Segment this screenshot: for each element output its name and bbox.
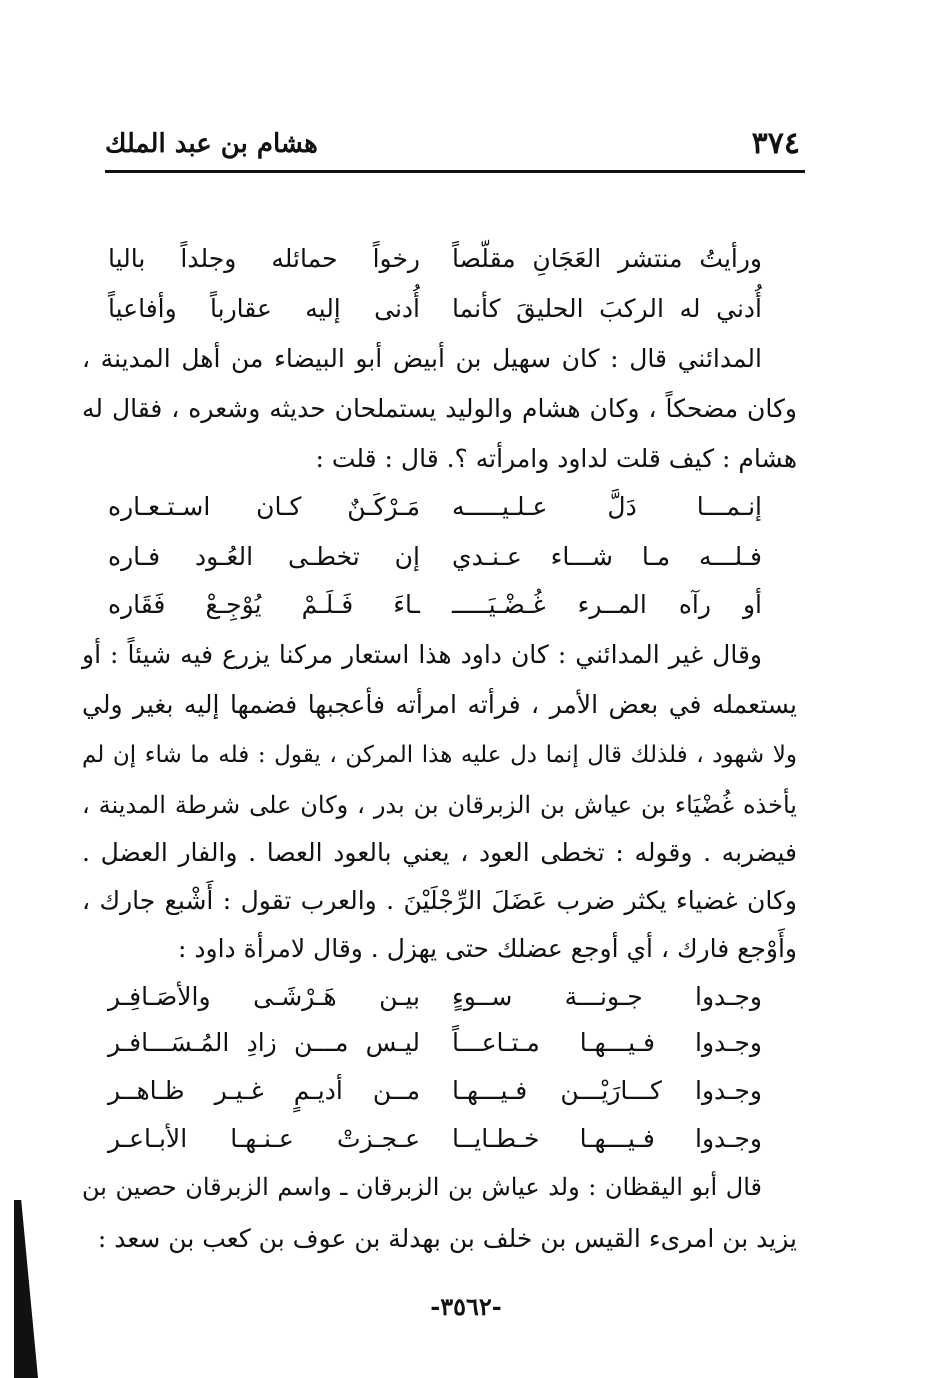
verse-hemistich-right: فـلـــه مـا شـــاء عـنـدي [452, 542, 762, 571]
verse-hemistich-left: مَـرْكَـنٌ كـان اسـتـعـاره [108, 492, 420, 521]
page-number-top: ٣٧٤ [751, 126, 800, 161]
prose-line: المدائني قال : كان سهيل بن أبيض أبو البيضاء من أهل المدينة ، [82, 344, 762, 373]
verse-hemistich-left: بيـن هَـرْشَـى والأصَـافِـر [108, 982, 420, 1011]
verse-hemistich-left: ليـس مـــن زادِ المُـسَـــافـر [108, 1028, 420, 1057]
verse-hemistich-left: مــن أديـمٍ غـيـر ظـاهــر [108, 1076, 420, 1105]
verse-hemistich-right: وجـدوا فـيـــهـا خـطـايــا [452, 1124, 762, 1153]
prose-line: يستعمله في بعض الأمر ، فرأته امرأته فأعجبها فضمها إليه بغير ولي [82, 690, 798, 719]
prose-line: وقال غير المدائني : كان داود هذا استعار مركنا يزرع فيه شيئاً : أو [82, 640, 762, 669]
running-header [105, 122, 800, 166]
running-title: هشام بن عبد الملك [105, 129, 318, 159]
header-rule [105, 170, 805, 173]
page-number-bottom: -٣٥٦٢- [430, 1292, 502, 1321]
verse-hemistich-left: رخواً حمائله وجلداً باليا [108, 244, 420, 273]
verse-hemistich-right: وجـدوا كـــارَيْـــن فـيـــهـا [452, 1076, 762, 1105]
prose-line: وأَوْجع فارك ، أي أوجع عضلك حتى يهزل . وقال لامرأة داود : [178, 934, 797, 963]
verse-hemistich-left: إن تخطـى العُـود فـاره [108, 542, 420, 571]
prose-line: يزيد بن امرىء القيس بن خلف بن بهدلة بن عوف بن كعب بن سعد : [97, 1224, 797, 1253]
prose-line: وكان مضحكاً ، وكان هشام والوليد يستملحان حديثه وشعره ، فقال له [82, 394, 797, 423]
verse-hemistich-right: إنـمـــا دَلَّ عـلـيـــــه [452, 492, 762, 521]
verse-hemistich-right: أُدني له الركبَ الحليقَ كأنما [452, 294, 762, 323]
verse-hemistich-right: وجـدوا فـيـــهـا مـتـاعـــاً [452, 1028, 762, 1057]
verse-hemistich-left: ـاءَ فَـلَـمْ يُوْجِـعْ فَقَاره [108, 590, 420, 619]
prose-line: فيضربه . وقوله : تخطى العود ، يعني بالعود العصا . والفار العضل . [82, 838, 797, 867]
verse-hemistich-left: عـجـزتْ عـنـهـا الأبـاعـر [108, 1124, 420, 1153]
prose-line: يأخذه غُضْيَاء بن عياش بن الزبرقان بن بدر ، وكان على شرطة المدينة ، [82, 791, 797, 819]
prose-line: وكان غضياء يكثر ضرب عَضَلَ الرِّجْلَيْنَ . والعرب تقول : أَشْبع جارك ، [82, 886, 797, 915]
verse-hemistich-right: ورأيتُ منتشر العَجَانِ مقلّصاً [452, 244, 762, 273]
verse-hemistich-left: أُدنى إليه عقارباً وأفاعياً [108, 294, 420, 323]
verse-hemistich-right: وجـدوا جـونـــة ســوءٍ [452, 982, 762, 1011]
prose-line: قال أبو اليقظان : ولد عياش بن الزبرقان ـ واسم الزبرقان حصين بن [82, 1173, 762, 1201]
verse-hemistich-right: أو رآه المــرء غُـضْـيَـــــ [452, 590, 762, 619]
prose-line: ولا شهود ، فلذلك قال إنما دل عليه هذا المركن ، يقول : فله ما شاء إن لم [82, 742, 797, 768]
prose-line: هشام : كيف قلت لداود وامرأته ؟. قال : قلت : [315, 444, 797, 473]
